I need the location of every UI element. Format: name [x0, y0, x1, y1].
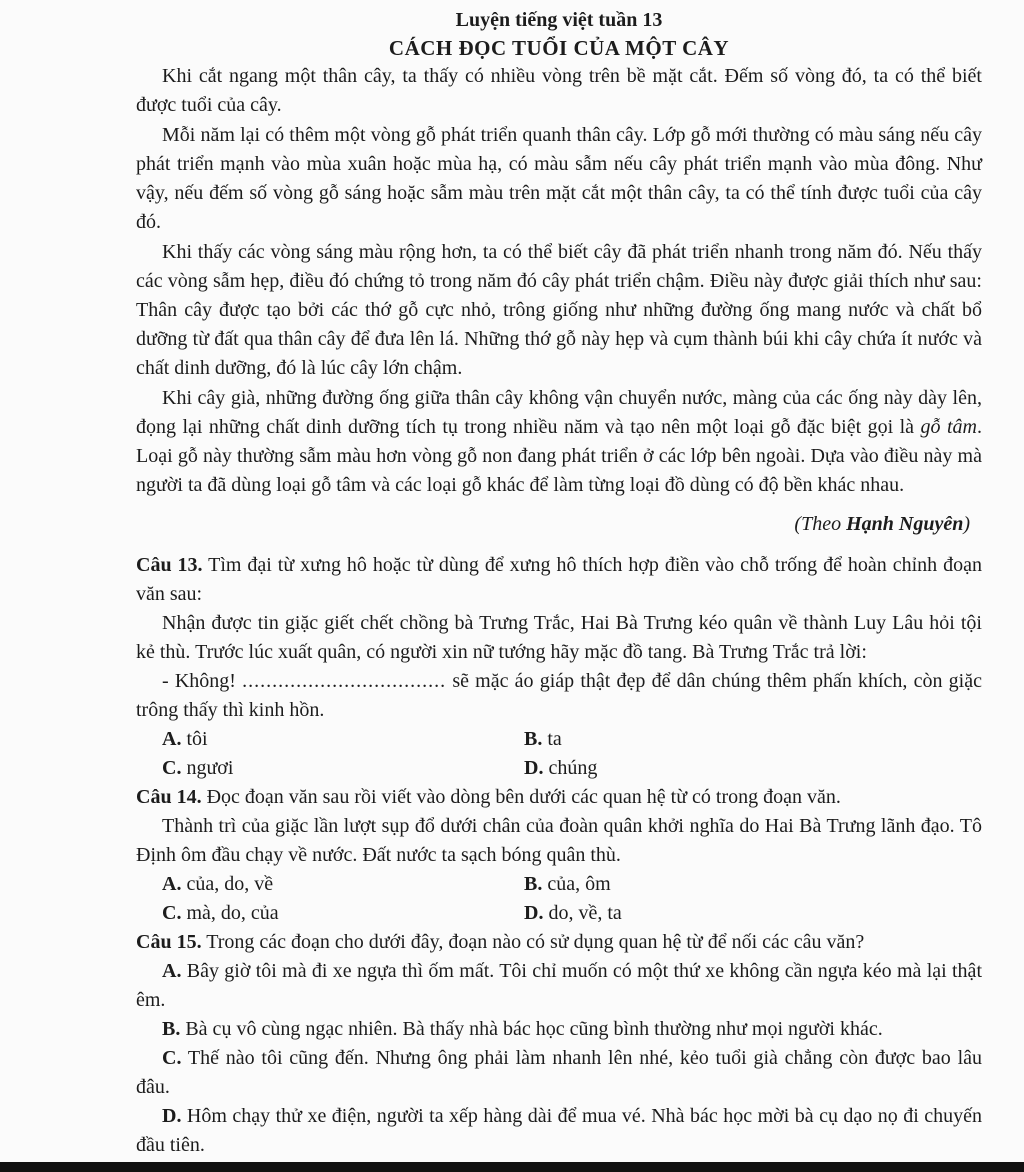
p4-text-b: . Loại gỗ này thường sẫm màu hơn vòng gỗ non đang phát triển ở các lớp bên ngoài. Dựa vào điều này mà người ta đã dùng loại gỗ tâm và các loại gỗ khác để làm từng loại đồ dùng có độ bền khác nhau.	[136, 416, 982, 496]
option-14-a[interactable]: A. của, do, về	[162, 873, 274, 895]
p4-text-a: Khi cây già, những đường ống giữa thân cây không vận chuyển nước, màng của các ống này dày lên, đọng lại những chất dinh dưỡng tích tụ trong nhiều năm và tạo nên một loại gỗ đặc biệt gọi là	[136, 387, 982, 438]
source-citation: (Theo Hạnh Nguyên)	[794, 513, 970, 535]
option-15-b[interactable]: B. Bà cụ vô cùng ngạc nhiên. Bà thấy nhà bác học cũng bình thường như mọi người khác.	[162, 1018, 883, 1040]
question-13-text: Nhận được tin giặc giết chết chồng bà Trưng Trắc, Hai Bà Trưng kéo quân về thành Luy Lâu hỏi tội kẻ thù. Trước lúc xuất quân, có người xin nữ tướng hãy mặc đồ tang. Bà Trưng Trắc trả lời:	[136, 612, 982, 663]
question-14-options	[136, 870, 982, 928]
question-13-label: Câu 13.	[136, 554, 203, 576]
option-15-a[interactable]: A. Bây giờ tôi mà đi xe ngựa thì ốm mất. Tôi chỉ muốn có một thứ xe không cần ngựa kéo mà lại thật êm.	[136, 960, 982, 1011]
answer-blank: ..................................	[242, 670, 447, 692]
passage-paragraph-3: Khi thấy các vòng sáng màu rộng hơn, ta có thể biết cây đã phát triển nhanh trong năm đó. Nếu thấy các vòng sẫm hẹp, điều đó chứng tỏ trong năm đó cây phát triển chậm. Điều này được giải thích như sau: Thân cây được tạo bởi các thớ gỗ cực nhỏ, trông giống như những đường ống mang nước và chất bổ dưỡng từ đất qua thân cây để đưa lên lá. Những thớ gỗ này hẹp và cụm thành búi khi cây chứa ít nước và chất dinh dưỡng, đó là lúc cây lớn chậm.	[136, 241, 982, 379]
question-14-prompt: Đọc đoạn văn sau rồi viết vào dòng bên dưới các quan hệ từ có trong đoạn văn.	[201, 786, 841, 808]
option-13-d[interactable]: D. chúng	[524, 757, 598, 779]
option-13-a[interactable]: A. tôi	[162, 728, 208, 750]
option-14-d[interactable]: D. do, về, ta	[524, 902, 622, 924]
bottom-edge-bar	[0, 1162, 1024, 1172]
question-14-text: Thành trì của giặc lần lượt sụp đổ dưới chân của đoàn quân khởi nghĩa do Hai Bà Trưng lãnh đạo. Tô Định ôm đầu chạy về nước. Đất nước ta sạch bóng quân thù.	[136, 815, 982, 866]
passage-paragraph-2: Mỗi năm lại có thêm một vòng gỗ phát triển quanh thân cây. Lớp gỗ mới thường có màu sáng nếu cây phát triển mạnh vào mùa xuân hoặc mùa hạ, có màu sẫm nếu cây phát triển mạnh vào mùa đông. Như vậy, nếu đếm số vòng gỗ sáng hoặc sẫm màu trên mặt cắt một thân cây, ta có thể tính được tuổi của cây đó.	[136, 124, 982, 233]
question-15-label: Câu 15.	[136, 931, 202, 953]
question-15-prompt: Trong các đoạn cho dưới đây, đoạn nào có sử dụng quan hệ từ để nối các câu văn?	[201, 931, 865, 953]
keyword-go-tam: gỗ tâm	[920, 416, 977, 438]
option-13-c[interactable]: C. ngươi	[162, 757, 234, 779]
option-14-c[interactable]: C. mà, do, của	[162, 902, 279, 924]
option-13-b[interactable]: B. ta	[524, 728, 562, 750]
option-15-c[interactable]: C. Thế nào tôi cũng đến. Nhưng ông phải làm nhanh lên nhé, kẻo tuổi già chẳng còn được bao lâu đâu.	[136, 1047, 982, 1098]
question-14	[136, 783, 982, 812]
question-13-fill-line: - Không! .................................. sẽ mặc áo giáp thật đẹp để dân chúng thêm phấn khích, còn giặc trông thấy thì kinh hồn.	[136, 670, 982, 721]
question-13-prompt: Tìm đại từ xưng hô hoặc từ dùng để xưng hô thích hợp điền vào chỗ trống để hoàn chỉnh đoạn văn sau:	[136, 554, 982, 605]
option-14-b[interactable]: B. của, ôm	[524, 873, 611, 895]
question-13-options	[136, 725, 982, 783]
passage-title: CÁCH ĐỌC TUỔI CỦA MỘT CÂY	[388, 36, 730, 60]
question-15	[136, 928, 982, 957]
worksheet-page	[136, 6, 982, 1160]
question-14-label: Câu 14.	[136, 786, 202, 808]
option-15-d[interactable]: D. Hôm chạy thử xe điện, người ta xếp hàng dài để mua vé. Nhà bác học mời bà cụ dạo nọ đi chuyến đầu tiên.	[136, 1105, 982, 1156]
question-13	[136, 551, 982, 609]
passage-paragraph-1: Khi cắt ngang một thân cây, ta thấy có nhiều vòng trên bề mặt cắt. Đếm số vòng đó, ta có thể biết được tuổi của cây.	[136, 65, 982, 116]
source-author: Hạnh Nguyên	[846, 513, 964, 535]
worksheet-title: Luyện tiếng việt tuần 13	[455, 9, 663, 31]
passage-paragraph-4	[136, 384, 982, 500]
